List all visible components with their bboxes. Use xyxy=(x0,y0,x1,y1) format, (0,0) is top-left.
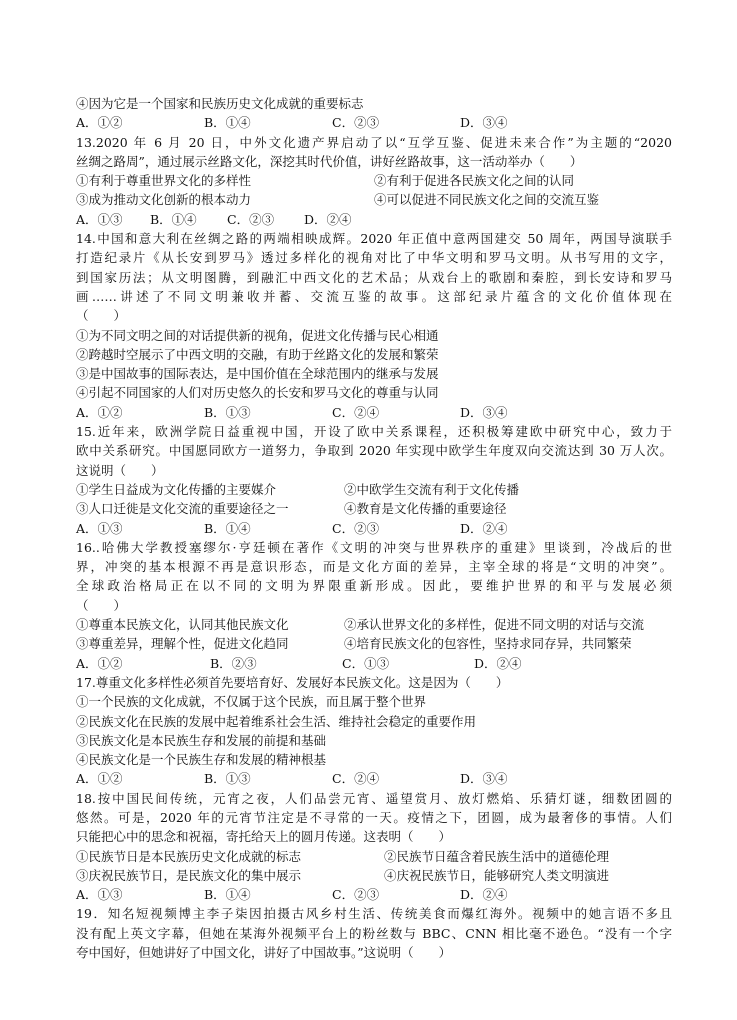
q13-option-b: B．①④ xyxy=(150,211,197,227)
q14-stem-line-1: 14.中国和意大利在丝绸之路的两端相映成辉。2020 年正值中意两国建交 50 周年，两国导演联手 xyxy=(76,231,672,247)
q18-options xyxy=(76,885,672,904)
q17-option-d: D．③④ xyxy=(460,771,508,787)
q13-statement-3: ③成为推动文化创新的根本动力 xyxy=(76,192,252,208)
q14-stem-line-4: 画……讲述了不同文明兼收并蓄、交流互鉴的故事。这部纪录片蕴含的文化价值体现在 xyxy=(76,288,672,304)
q15-statement-3: ③人口迁徙是文化交流的重要途径之一 xyxy=(76,501,289,517)
q15-statement-4: ④教育是文化传播的重要途径 xyxy=(344,501,507,517)
q19-stem-line-3: 夸中国好，但她讲好了中国文化，讲好了中国故事。”这说明（ ） xyxy=(76,945,452,961)
q15-stem-line-3: 这说明（ ） xyxy=(76,462,164,478)
q12-statement-4: ④因为它是一个国家和民族历史文化成就的重要标志 xyxy=(76,96,364,111)
q16-statement-4: ④培育民族文化的包容性，坚持求同存异，共同繁荣 xyxy=(344,636,632,652)
q14-option-b: B．①③ xyxy=(204,404,251,420)
q13-statement-4: ④可以促进不同民族文化之间的交流互鉴 xyxy=(374,192,600,208)
q13-statements-row-1 xyxy=(76,171,672,190)
q14-statement-3: ③是中国故事的国际表达，是中国价值在全球范围内的继承与发展 xyxy=(76,366,439,382)
q18-stem-line-2: 悠然。可是，2020 年的元宵节注定是不寻常的一天。疫情之下，团圆，成为最奢侈的事情。人们 xyxy=(76,809,672,825)
q15-option-d: D．②④ xyxy=(460,520,508,536)
q18-option-c: C．②③ xyxy=(332,887,380,903)
q13-statements-row-2 xyxy=(76,190,672,209)
q15-option-c: C．②③ xyxy=(332,520,380,536)
q16-stem-line-2: 界，冲突的基本根源不再是意识形态，而是文化方面的差异，主宰全球的将是“文明的冲突”。 xyxy=(76,559,672,575)
q14-stem-line-3: 到国家历法；从文明图腾，到融汇中西文化的艺术品；从戏台上的歌剧和秦腔，到长安诗和罗马 xyxy=(76,269,672,285)
q15-statements-row-1 xyxy=(76,480,672,499)
q17-statement-1: ①一个民族的文化成就，不仅属于这个民族，而且属于整个世界 xyxy=(76,694,427,710)
q17-statement-3: ③民族文化是本民族生存和发展的前提和基础 xyxy=(76,732,327,748)
q16-statement-2: ②承认世界文化的多样性，促进不同文明的对话与交流 xyxy=(344,617,645,633)
q16-option-c: C．①③ xyxy=(342,655,390,671)
q18-statement-3: ③庆祝民族节日，是民族文化的集中展示 xyxy=(76,867,302,883)
q16-stem-line-1: 16..哈佛大学教授塞缪尔·亨廷顿在著作《文明的冲突与世界秩序的重建》里谈到，冷战后的世 xyxy=(76,539,672,555)
q18-statement-4: ④庆祝民族节日，能够研究人类文明演进 xyxy=(384,867,610,883)
q13-stem-line-2: 丝绸之路周”，通过展示丝路文化，深挖其时代价值，讲好丝路故事，这一活动举办（ ） xyxy=(76,153,583,169)
q18-option-d: D．②④ xyxy=(460,887,508,903)
q16-stem-line-3: 全球政治格局正在以不同的文明为界限重新形成。因此，要维护世界的和平与发展必须 xyxy=(76,578,672,594)
q16-option-a: A．①② xyxy=(76,655,123,671)
q17-options xyxy=(76,769,672,788)
q16-option-b: B．②③ xyxy=(210,655,257,671)
q17-stem-line-1: 17.尊重文化多样性必须首先要培育好、发展好本民族文化。这是因为（ ） xyxy=(76,674,509,690)
q15-statement-1: ①学生日益成为文化传播的主要媒介 xyxy=(76,481,277,497)
q15-statements-row-2 xyxy=(76,499,672,518)
q14-options xyxy=(76,403,672,422)
q15-statement-2: ②中欧学生交流有利于文化传播 xyxy=(344,481,520,497)
q12-option-b: B．①④ xyxy=(204,115,251,131)
q13-options xyxy=(76,210,672,229)
q16-statement-3: ③尊重差异，理解个性，促进文化趋同 xyxy=(76,636,289,652)
q17-option-a: A．①② xyxy=(76,771,123,787)
q15-stem-line-1: 15.近年来，欧洲学院日益重视中国，开设了欧中关系课程，还积极筹建欧中研究中心，致力于 xyxy=(76,424,672,440)
q14-stem-line-2: 打造纪录片《从长安到罗马》透过多样化的视角对比了中华文明和罗马文明。从书写用的文字， xyxy=(76,250,672,266)
q18-stem-line-3: 只能把心中的思念和祝福，寄托给天上的圆月传递。这表明（ ） xyxy=(76,829,452,845)
q16-statements-row-2 xyxy=(76,634,672,653)
q13-stem-line-1: 13.2020 年 6 月 20 日，中外文化遗产界启动了以“互学互鉴、促进未来合作”为主题的“2020 xyxy=(76,134,672,150)
q13-statement-1: ①有利于尊重世界文化的多样性 xyxy=(76,173,252,189)
q14-statement-2: ②跨越时空展示了中西文明的交融，有助于丝路文化的发展和繁荣 xyxy=(76,346,439,362)
exam-page xyxy=(76,94,672,962)
q13-statement-2: ②有利于促进各民族文化之间的认同 xyxy=(374,173,575,189)
q12-option-c: C．②③ xyxy=(332,115,380,131)
q18-option-a: A．①③ xyxy=(76,887,123,903)
q18-stem-line-1: 18.按中国民间传统，元宵之夜，人们品尝元宵、遥望赏月、放灯燃焰、乐猜灯谜，细数团圆的 xyxy=(76,790,672,806)
q15-options xyxy=(76,519,672,538)
q14-option-d: D．③④ xyxy=(460,404,508,420)
q13-option-a: A．①③ xyxy=(76,211,123,227)
q16-statement-1: ①尊重本民族文化，认同其他民族文化 xyxy=(76,617,289,633)
q19-stem-line-2: 没有配上英文字幕，但她在某海外视频平台上的粉丝数与 BBC、CNN 相比毫不逊色。“没有一个字 xyxy=(76,925,672,941)
q17-option-c: C．②④ xyxy=(332,771,380,787)
q18-statement-2: ②民族节日蕴含着民族生活中的道德伦理 xyxy=(384,848,610,864)
q12-options xyxy=(76,113,672,132)
q14-stem-line-5: （ ） xyxy=(76,308,127,324)
q12-option-a: A．①② xyxy=(76,115,123,131)
q18-statement-1: ①民族节日是本民族历史文化成就的标志 xyxy=(76,848,302,864)
q16-statements-row-1 xyxy=(76,615,672,634)
q17-statement-2: ②民族文化在民族的发展中起着维系社会生活、维持社会稳定的重要作用 xyxy=(76,713,477,729)
q12-option-d: D．③④ xyxy=(460,115,508,131)
q14-statement-1: ①为不同文明之间的对话提供新的视角，促进文化传播与民心相通 xyxy=(76,327,439,343)
q19-stem-line-1: 19．知名短视频博主李子柒因拍摄古风乡村生活、传统美食而爆红海外。视频中的她言语不多且 xyxy=(76,906,672,922)
q13-option-c: C．②③ xyxy=(227,211,275,227)
q16-option-d: D．②④ xyxy=(474,655,522,671)
q16-stem-line-4: （ ） xyxy=(76,597,127,613)
q14-option-c: C．②④ xyxy=(332,404,380,420)
q18-statements-row-2 xyxy=(76,866,672,885)
q16-options xyxy=(76,654,672,673)
q15-stem-line-2: 欧中关系研究。中国愿同欧方一道努力，争取到 2020 年实现中欧学生年度双向交流达到 30 万人次。 xyxy=(76,443,672,459)
q15-option-a: A．①③ xyxy=(76,520,123,536)
q14-option-a: A．①② xyxy=(76,404,123,420)
q17-option-b: B．①③ xyxy=(204,771,251,787)
q18-statements-row-1 xyxy=(76,847,672,866)
q14-statement-4: ④引起不同国家的人们对历史悠久的长安和罗马文化的尊重与认同 xyxy=(76,385,439,401)
q15-option-b: B．①④ xyxy=(204,520,251,536)
q18-option-b: B．①④ xyxy=(204,887,251,903)
q13-option-d: D．②④ xyxy=(304,211,352,227)
q17-statement-4: ④民族文化是一个民族生存和发展的精神根基 xyxy=(76,752,327,768)
